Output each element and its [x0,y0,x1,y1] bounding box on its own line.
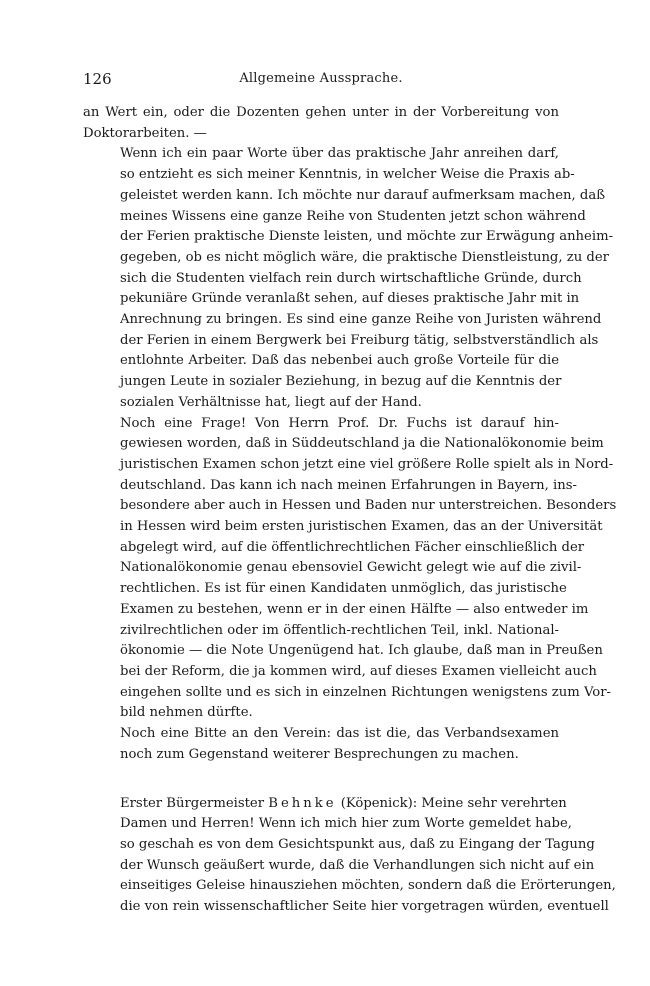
speaker-name: Behnke [268,795,337,811]
text-line: der Ferien praktische Dienste leisten, und möchte zur Erwägung anheim- [120,229,614,245]
text-line: abgelegt wird, auf die öffentlichrechtlichen Fächer einschließlich der [120,539,585,555]
text-line: die von rein wissenschaftlicher Seite hier vorgetragen würden, eventuell [120,899,609,915]
text-line: Doktorarbeiten. — [83,125,207,141]
text-line: pekuniäre Gründe veranlaßt sehen, auf dieses praktische Jahr mit in [120,291,580,307]
speaker-affiliation: (Köpenick): Meine sehr verehrten [340,795,567,811]
text-line: Nationalökonomie genau ebensoviel Gewicht gelegt wie auf die zivil- [120,560,582,576]
text-line: Wenn ich ein paar Worte über das praktische Jahr anreihen darf, [120,146,559,162]
text-line: zivilrechtlichen oder im öffentlich-rechtlichen Teil, inkl. National- [120,622,559,638]
paragraph [83,414,617,725]
text-line: entlohnte Arbeiter. Daß das nebenbei auch große Vorteile für die [120,353,559,369]
text-line: ökonomie — die Note Ungenügend hat. Ich glaube, daß man in Preußen [120,643,603,659]
text-line: der Wunsch geäußert wurde, daß die Verhandlungen sich nicht auf ein [120,857,595,873]
speech-paragraph [83,794,616,918]
speaker-line [83,794,567,815]
paragraph [83,724,559,765]
speaker-title: Erster Bürgermeister [120,795,265,811]
running-head [83,70,559,92]
text-line: sich die Studenten vielfach rein durch wirtschaftliche Gründe, durch [120,270,582,286]
text-line: an Wert ein, oder die Dozenten gehen unter in der Vorbereitung von [83,105,559,120]
text-line: besondere aber auch in Hessen und Baden nur unterstreichen. Besonders [120,498,617,514]
text-line: der Ferien in einem Bergwerk bei Freiburg tätig, selbstverständlich als [120,332,599,348]
paragraph [83,144,614,413]
text-line: bild nehmen dürfte. [120,705,253,721]
text-line: juristischen Examen schon jetzt eine viel größere Rolle spielt als in Nord- [120,456,614,472]
text-line: sozialen Verhältnisse hat, liegt auf der Hand. [120,394,422,410]
text-line: meines Wissens eine ganze Reihe von Studenten jetzt schon während [120,208,586,224]
page-number: 126 [83,70,112,88]
section-gap [83,766,559,794]
paragraph [83,103,559,144]
text-line: Anrechnung zu bringen. Es sind eine ganze Reihe von Juristen während [120,312,602,328]
text-line: Noch eine Frage! Von Herrn Prof. Dr. Fuchs ist darauf hin- [120,415,559,431]
text-line: in Hessen wird beim ersten juristischen Examen, das an der Universität [120,519,603,535]
text-line: Noch eine Bitte an den Verein: das ist die, das Verbandsexamen [120,726,559,742]
body-text [83,103,617,918]
text-line: geleistet werden kann. Ich möchte nur darauf aufmerksam machen, daß [120,187,606,203]
text-line: gegeben, ob es nicht möglich wäre, die praktische Dienstleistung, zu der [120,249,609,265]
book-page [83,70,617,918]
text-line: so geschah es von dem Gesichtspunkt aus, daß zu Eingang der Tagung [120,836,595,852]
text-line: bei der Reform, die ja kommen wird, auf dieses Examen vielleicht auch [120,663,597,679]
text-line: gewiesen worden, daß in Süddeutschland ja die Nationalökonomie beim [120,436,604,452]
text-line: deutschland. Das kann ich nach meinen Erfahrungen in Bayern, ins- [120,477,577,493]
text-line: eingehen sollte und es sich in einzelnen Richtungen wenigstens zum Vor- [120,684,611,700]
running-title: Allgemeine Aussprache. [239,71,403,86]
text-line: einseitiges Geleise hinausziehen möchten, sondern daß die Erörterungen, [120,878,616,894]
text-line: so entzieht es sich meiner Kenntnis, in welcher Weise die Praxis ab- [120,167,575,183]
text-line: jungen Leute in sozialer Beziehung, in bezug auf die Kenntnis der [120,374,562,390]
text-line: rechtlichen. Es ist für einen Kandidaten unmöglich, das juristische [120,581,567,597]
text-line: Damen und Herren! Wenn ich mich hier zum Worte gemeldet habe, [120,816,572,832]
text-line: Examen zu bestehen, wenn er in der einen Hälfte — also entweder im [120,601,589,617]
text-line: noch zum Gegenstand weiterer Besprechungen zu machen. [120,746,519,762]
